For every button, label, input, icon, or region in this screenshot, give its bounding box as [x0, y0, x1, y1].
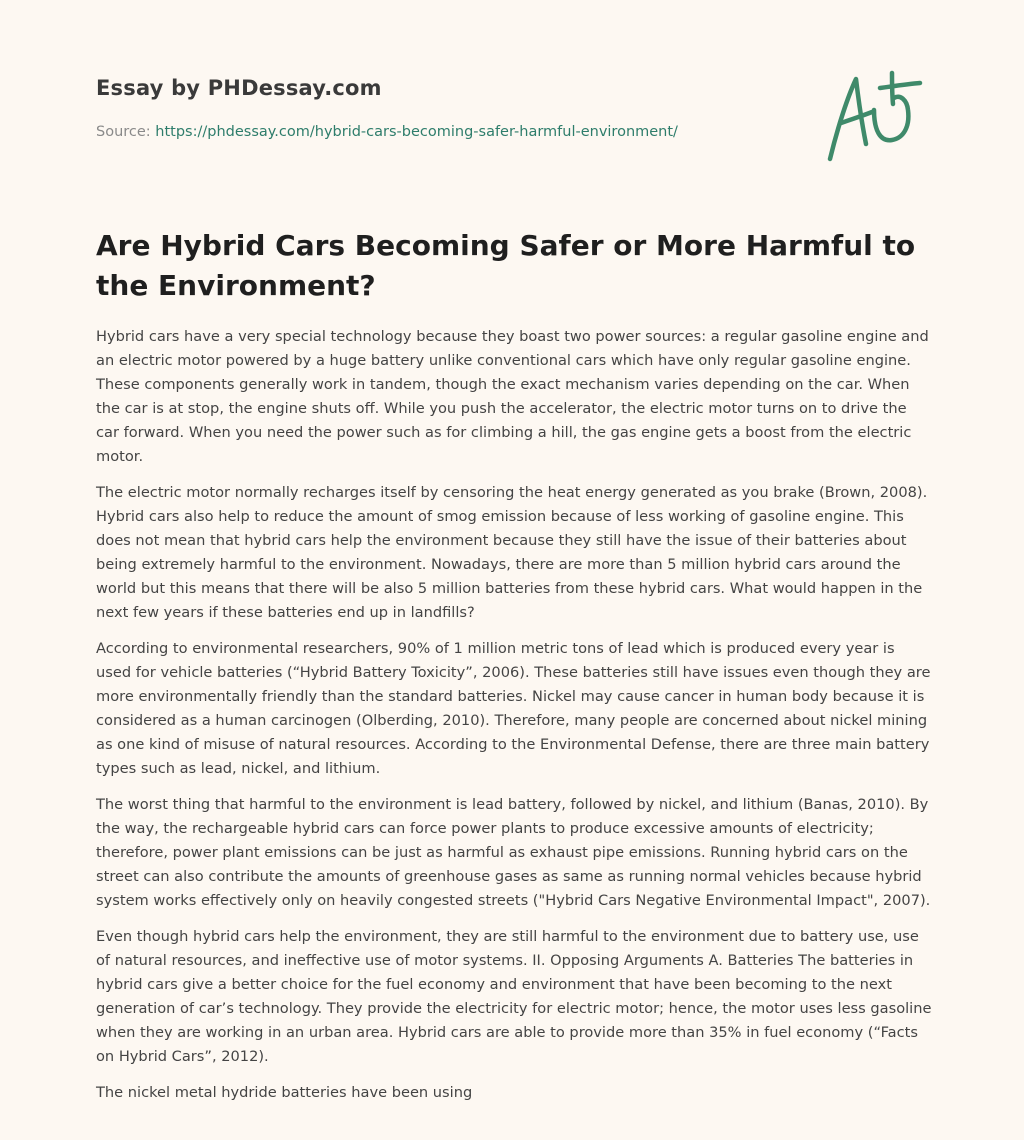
a-plus-grade-icon [822, 66, 930, 166]
essay-paragraph: Even though hybrid cars help the environment, they are still harmful to the environment due to battery use, use of natural resources, and ineffective use of motor systems. II. Opposing Arguments A. Batteries The batteries in hybrid cars give a better choice for the fuel economy and environment that have been becoming to the next generation of car’s technology. They provide the electricity for electric motor; hence, the motor uses less gasoline when they are working in an urban area. Hybrid cars are able to provide more than 35% in fuel economy (“Facts on Hybrid Cars”, 2012). [96, 928, 932, 1065]
source-line [96, 124, 678, 140]
site-brand: Essay by PHDessay.com [96, 76, 382, 100]
essay-paragraph: The worst thing that harmful to the environment is lead battery, followed by nickel, and lithium (Banas, 2010). By the way, the rechargeable hybrid cars can force power plants to produce excessive amounts of electricity; therefore, power plant emissions can be just as harmful as exhaust pipe emissions. Running hybrid cars on the street can also contribute the amounts of greenhouse gases as same as running normal vehicles because hybrid system works effectively only on heavily congested streets ("Hybrid Cars Negative Environmental Impact", 2007). [96, 796, 931, 909]
essay-paragraph: According to environmental researchers, 90% of 1 million metric tons of lead which is produced every year is used for vehicle batteries (“Hybrid Battery Toxicity”, 2006). These batteries still have issues even though they are more environmentally friendly than the standard batteries. Nickel may cause cancer in human body because it is considered as a human carcinogen (Olberding, 2010). Therefore, many people are concerned about nickel mining as one kind of misuse of natural resources. According to the Environmental Defense, there are three main battery types such as lead, nickel, and lithium. [96, 640, 931, 777]
source-link[interactable]: https://phdessay.com/hybrid-cars-becoming-safer-harmful-environment/ [155, 124, 678, 140]
essay-body [96, 325, 932, 1117]
essay-paragraph: The electric motor normally recharges itself by censoring the heat energy generated as you brake (Brown, 2008). Hybrid cars also help to reduce the amount of smog emission because of less working of gasoline engine. This does not mean that hybrid cars help the environment because they still have the issue of their batteries about being extremely harmful to the environment. Nowadays, there are more than 5 million hybrid cars around the world but this means that there will be also 5 million batteries from these hybrid cars. What would happen in the next few years if these batteries end up in landfills? [96, 484, 928, 621]
essay-paragraph: The nickel metal hydride batteries have been using [96, 1084, 473, 1101]
essay-title: Are Hybrid Cars Becoming Safer or More Harmful to the Environment? [96, 229, 916, 302]
essay-paragraph: Hybrid cars have a very special technology because they boast two power sources: a regular gasoline engine and an electric motor powered by a huge battery unlike conventional cars which have only regular gasoline engine. These components generally work in tandem, though the exact mechanism varies depending on the car. When the car is at stop, the engine shuts off. While you push the accelerator, the electric motor turns on to drive the car forward. When you need the power such as for climbing a hill, the gas engine gets a boost from the electric motor. [96, 328, 929, 465]
source-label: Source: [96, 124, 156, 140]
